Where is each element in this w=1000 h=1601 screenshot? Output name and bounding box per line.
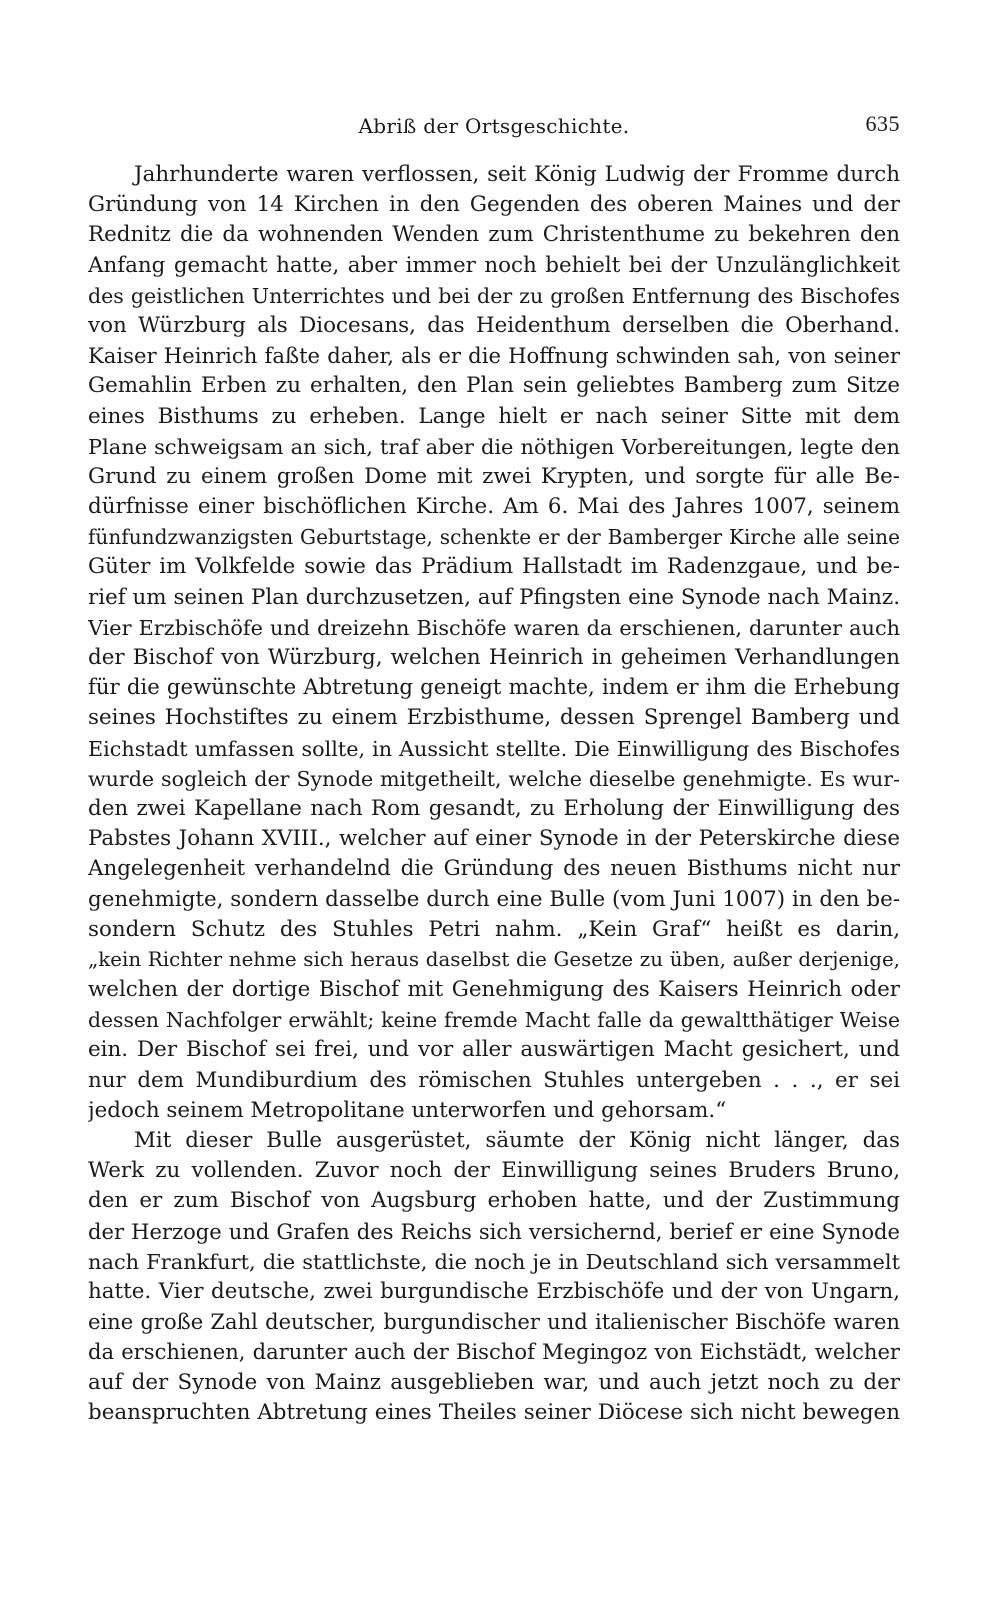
text-line: auf der Synode von Mainz ausgeblieben war, und auch jetzt noch zu der xyxy=(88,1369,900,1395)
text-line: wurde sogleich der Synode mitgetheilt, welche dieselbe genehmigte. Es wur- xyxy=(88,766,900,791)
text-line: beanspruchten Abtretung eines Theiles seiner Diöcese sich nicht bewegen xyxy=(88,1399,900,1425)
text-line: Grund zu einem großen Dome mit zwei Krypten, und sorgte für alle Be- xyxy=(88,463,900,489)
text-line: jedoch seinem Metropolitane unterworfen und gehorsam.“ xyxy=(88,1097,727,1123)
running-title: Abriß der Ortsgeschichte. xyxy=(358,114,630,138)
text-line: Gemahlin Erben zu erhalten, den Plan sein geliebtes Bamberg zum Sitze xyxy=(88,373,900,399)
text-line: da erschienen, darunter auch der Bischof Megingoz von Eichstädt, welcher xyxy=(88,1339,900,1365)
text-line: Werk zu vollenden. Zuvor noch der Einwilligung seines Bruders Bruno, xyxy=(88,1158,900,1184)
text-line: Plane schweigsam an sich, traf aber die nöthigen Vorbereitungen, legte den xyxy=(88,434,900,459)
text-line: den zwei Kapellane nach Rom gesandt, zu Erholung der Einwilligung des xyxy=(88,795,900,821)
text-line: nur dem Mundiburdium des römischen Stuhles untergeben . . ., er sei xyxy=(88,1067,900,1093)
text-line: eine große Zahl deutscher, burgundischer und italienischer Bischöfe waren xyxy=(88,1309,900,1335)
text-line: Gründung von 14 Kirchen in den Gegenden des oberen Maines und der xyxy=(88,192,900,218)
text-line: Vier Erzbischöfe und dreizehn Bischöfe waren da erschienen, darunter auch xyxy=(88,615,900,640)
text-line: Eichstadt umfassen sollte, in Aussicht stellte. Die Einwilligung des Bischofes xyxy=(88,736,900,761)
text-line: Angelegenheit verhandelnd die Gründung des neuen Bisthums nicht nur xyxy=(88,856,900,882)
text-line: fünfundzwanzigsten Geburtstage, schenkte er der Bamberger Kirche alle seine xyxy=(88,525,900,550)
text-line: welchen der dortige Bischof mit Genehmigung des Kaisers Heinrich oder xyxy=(88,977,900,1003)
body-text xyxy=(88,160,900,1428)
text-line: Pabstes Johann XVIII., welcher auf einer Synode in der Peterskirche diese xyxy=(88,826,900,852)
text-line: seines Hochstiftes zu einem Erzbisthume, dessen Sprengel Bamberg und xyxy=(88,705,900,731)
text-line: für die gewünschte Abtretung geneigt machte, indem er ihm die Erhebung xyxy=(88,675,900,701)
text-line: der Bischof von Würzburg, welchen Heinrich in geheimen Verhandlungen xyxy=(88,645,900,670)
text-line: ein. Der Bischof sei frei, und vor aller auswärtigen Macht gesichert, und xyxy=(88,1037,900,1063)
text-line: den er zum Bischof von Augsburg erhoben hatte, und der Zustimmung xyxy=(88,1188,900,1214)
paragraph-1 xyxy=(88,160,900,1126)
text-line: von Würzburg als Diocesans, das Heidenthum derselben die Oberhand. xyxy=(88,312,900,338)
text-line: nach Frankfurt, die stattlichste, die noch je in Deutschland sich versammelt xyxy=(88,1249,900,1274)
page-number: 635 xyxy=(865,111,900,136)
text-line: des geistlichen Unterrichtes und bei der zu großen Entfernung des Bischofes xyxy=(88,283,900,308)
text-line: Rednitz die da wohnenden Wenden zum Christenthume zu bekehren den xyxy=(88,222,900,248)
text-line: Mit dieser Bulle ausgerüstet, säumte der König nicht länger, das xyxy=(134,1128,900,1153)
text-line: genehmigte, sondern dasselbe durch eine Bulle (vom Juni 1007) in den be- xyxy=(88,886,900,912)
text-line: eines Bisthums zu erheben. Lange hielt er nach seiner Sitte mit dem xyxy=(88,403,900,429)
paragraph-2 xyxy=(88,1126,900,1428)
text-line: „kein Richter nehme sich heraus daselbst die Gesetze zu üben, außer derjenige, xyxy=(88,947,900,971)
text-line: dessen Nachfolger erwählt; keine fremde Macht falle da gewaltthätiger Weise xyxy=(88,1008,900,1033)
text-line: Güter im Volkfelde sowie das Prädium Hallstadt im Radenzgaue, und be- xyxy=(88,554,900,580)
text-line: sondern Schutz des Stuhles Petri nahm. „Kein Graf“ heißt es darin, xyxy=(88,916,900,942)
text-line: Kaiser Heinrich faßte daher, als er die Hoffnung schwinden sah, von seiner xyxy=(88,343,900,369)
text-line: der Herzoge und Grafen des Reichs sich versichernd, berief er eine Synode xyxy=(88,1218,900,1244)
text-line: Anfang gemacht hatte, aber immer noch behielt bei der Unzulänglichkeit xyxy=(88,252,900,278)
text-line: hatte. Vier deutsche, zwei burgundische Erzbischöfe und der von Ungarn, xyxy=(88,1278,900,1304)
text-line: dürfnisse einer bischöflichen Kirche. Am 6. Mai des Jahres 1007, seinem xyxy=(88,494,900,520)
text-line: rief um seinen Plan durchzusetzen, auf Pfingsten eine Synode nach Mainz. xyxy=(88,584,900,610)
text-line: Jahrhunderte waren verflossen, seit König Ludwig der Fromme durch xyxy=(134,162,900,187)
running-head xyxy=(88,111,900,144)
